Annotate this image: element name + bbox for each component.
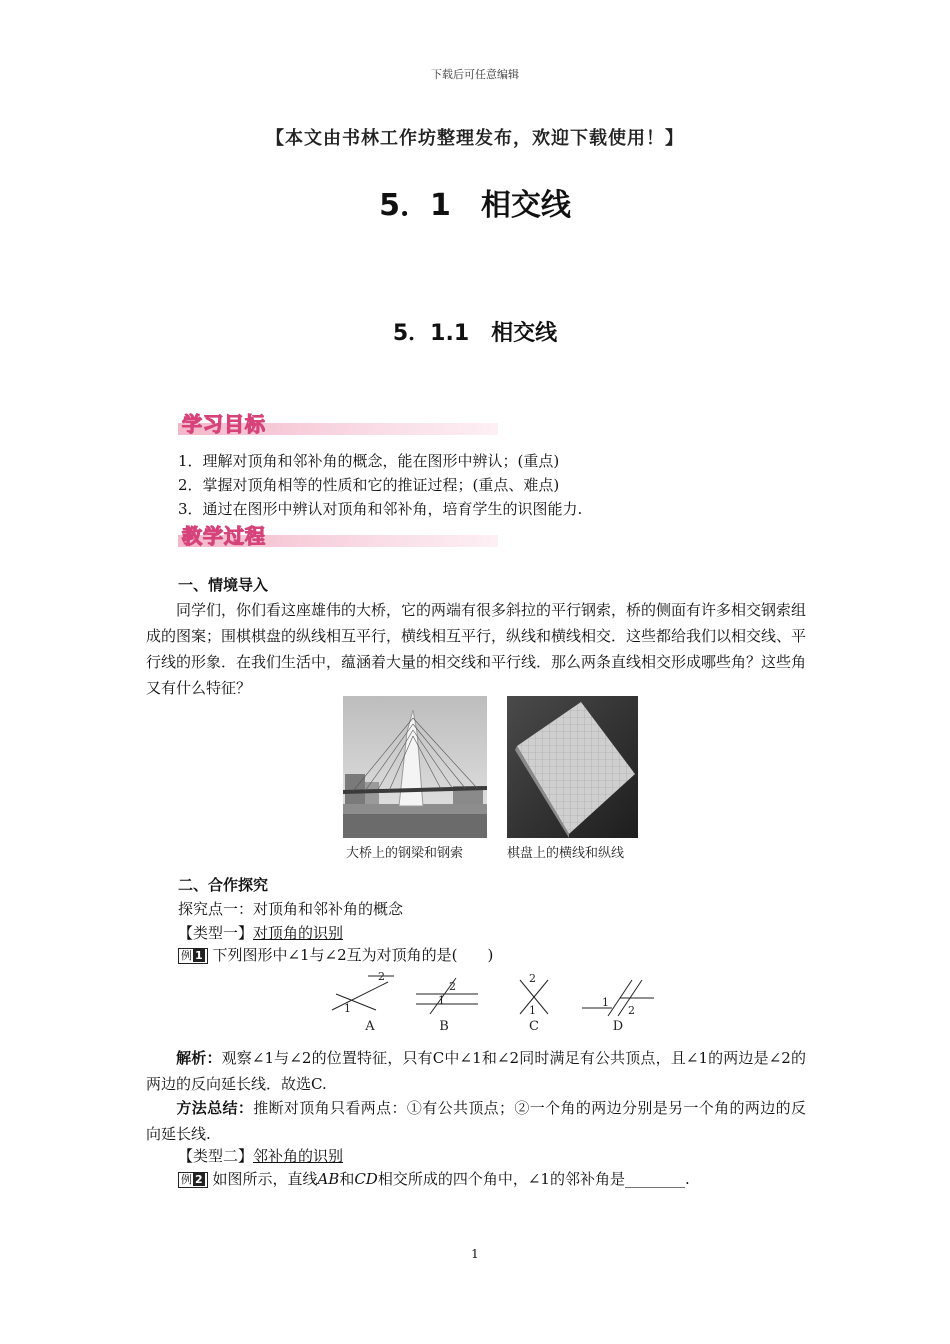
angle-label: 1 bbox=[344, 1002, 351, 1015]
analysis-text: 观察∠1与∠2的位置特征，只有C中∠1和∠2同时满足有公共顶点，且∠1的两边是∠2的两边的反向延长线．故选C. bbox=[146, 1049, 806, 1093]
example-prefix: 例 bbox=[181, 949, 192, 962]
angle-label: 1 bbox=[438, 994, 445, 1007]
example2-text-post: 相交所成的四个角中，∠1的邻补角是________. bbox=[377, 1170, 690, 1188]
go-board-photo bbox=[507, 696, 638, 838]
goal-item: 2．掌握对顶角相等的性质和它的推证过程；(重点、难点) bbox=[178, 476, 560, 494]
section-heading: 一、情境导入 bbox=[178, 576, 269, 594]
angle-label: 1 bbox=[602, 996, 609, 1009]
example1-text: 下列图形中∠1与∠2互为对顶角的是( ) bbox=[212, 946, 494, 964]
var-cd: CD bbox=[354, 1170, 378, 1188]
example-prefix: 例 bbox=[181, 1173, 192, 1186]
intro-paragraph bbox=[146, 597, 806, 701]
bridge-photo bbox=[343, 696, 487, 838]
example2-question bbox=[178, 1167, 690, 1191]
type1-tag: 【类型一】 bbox=[178, 924, 254, 942]
angle-label: 2 bbox=[449, 980, 456, 993]
example-badge bbox=[178, 948, 208, 964]
example-number: 1 bbox=[195, 949, 203, 962]
example2-text-pre: 如图所示，直线 bbox=[212, 1170, 318, 1188]
section-title: 5．1.1 相交线 bbox=[392, 321, 558, 346]
type1-title: 对顶角的识别 bbox=[253, 924, 344, 942]
goal-item: 3．通过在图形中辨认对顶角和邻补角，培育学生的识图能力. bbox=[178, 500, 583, 518]
header-note: 下载后可任意编辑 bbox=[431, 68, 519, 81]
example-number: 2 bbox=[195, 1173, 203, 1186]
page-number: 1 bbox=[471, 1247, 479, 1261]
analysis-paragraph bbox=[146, 1045, 806, 1097]
example2-text-and: 和 bbox=[339, 1170, 355, 1188]
teaching-process-banner bbox=[178, 522, 498, 548]
type1-heading bbox=[178, 921, 343, 945]
intro-text: 同学们，你们看这座雄伟的大桥，它的两端有很多斜拉的平行钢索，桥的侧面有许多相交钢索组成的图案；围棋棋盘的纵线相互平行，横线相互平行，纵线和横线相交．这些都给我们以相交线、平行线的形象．在我们生活中，蕴涵着大量的相交线和平行线．那么两条直线相交形成哪些角？这些角又有什么特征？ bbox=[146, 601, 807, 697]
summary-text: 推断对顶角只看两点：①有公共顶点；②一个角的两边分别是另一个角的两边的反向延长线. bbox=[146, 1099, 806, 1143]
option-label: D bbox=[612, 1019, 624, 1034]
var-ab: AB bbox=[317, 1170, 340, 1188]
option-label: A bbox=[365, 1019, 375, 1034]
angle-label: 2 bbox=[378, 970, 385, 983]
analysis-label: 解析： bbox=[176, 1049, 222, 1067]
goal-item: 1．理解对顶角和邻补角的概念，能在图形中辨认；(重点) bbox=[178, 452, 560, 470]
bridge-caption: 大桥上的钢梁和钢索 bbox=[346, 846, 464, 861]
page-title: 5．1 相交线 bbox=[379, 188, 571, 223]
learning-goals-banner bbox=[178, 410, 498, 436]
summary-paragraph bbox=[146, 1095, 806, 1147]
go-board-caption: 棋盘上的横线和纵线 bbox=[507, 846, 625, 861]
explore-point: 探究点一：对顶角和邻补角的概念 bbox=[178, 900, 404, 918]
summary-label: 方法总结： bbox=[176, 1099, 254, 1117]
promo-banner: 【本文由书林工作坊整理发布，欢迎下载使用！】 bbox=[266, 128, 684, 149]
angle-label: 1 bbox=[529, 1004, 536, 1017]
learning-goals-label: 学习目标 bbox=[182, 412, 266, 436]
example1-question bbox=[178, 943, 493, 967]
type2-heading bbox=[178, 1144, 343, 1168]
option-label: C bbox=[529, 1019, 539, 1034]
type2-title: 邻补角的识别 bbox=[253, 1147, 344, 1165]
option-label: B bbox=[439, 1019, 449, 1034]
angle-label: 2 bbox=[628, 1004, 635, 1017]
options-diagram bbox=[320, 968, 660, 1034]
teaching-process-label: 教学过程 bbox=[182, 524, 266, 548]
example-badge bbox=[178, 1172, 208, 1188]
angle-label: 2 bbox=[529, 972, 536, 985]
section-heading: 二、合作探究 bbox=[178, 876, 269, 894]
type2-tag: 【类型二】 bbox=[178, 1147, 254, 1165]
